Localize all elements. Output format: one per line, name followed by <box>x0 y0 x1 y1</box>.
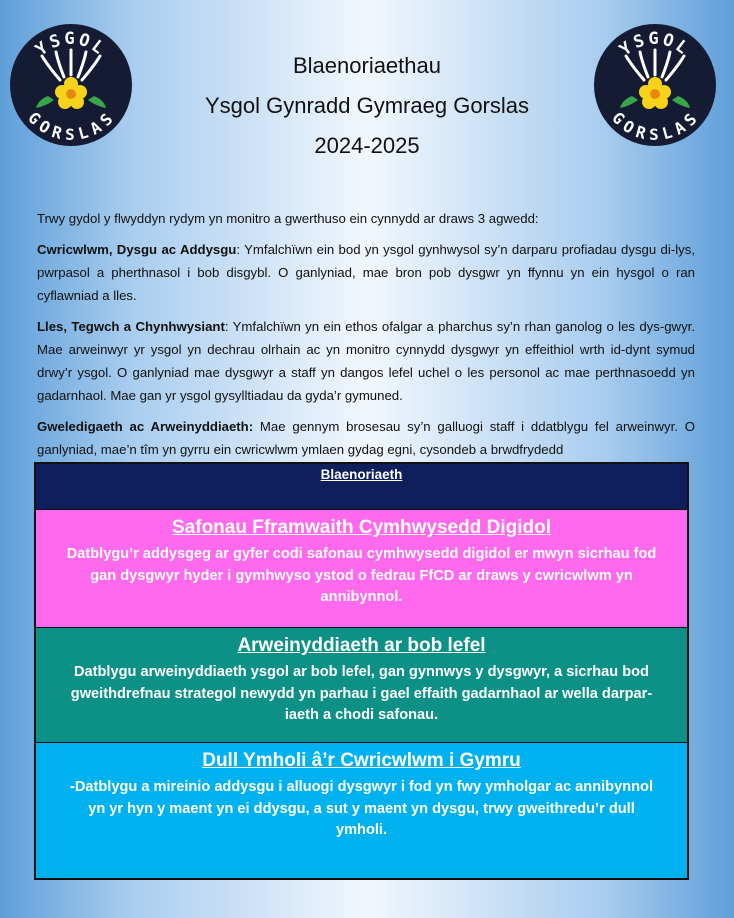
section-text: : Ymfalchïwn yn ein ethos ofalgar a pharchus sy’n rhan ganolog o les dys-gwyr. Mae arweinwyr yr ysgol yn dechrau olrhain ac yn monitro cynnydd dysgwyr yn effeithiol wrth id-dynt symud drwy’r ysgol. O ganlyniad mae dysgwyr a staff yn dangos lefel uchel o les personol ac mae perthnasoedd yn gadarnhaol. Mae gan yr ysgol gysylltiadau da gyda’r gymuned. <box>37 319 696 403</box>
document-header <box>160 46 574 166</box>
school-year: 2024-2025 <box>314 133 420 158</box>
logo-top-text: YSGOL <box>615 29 695 61</box>
priority-description: Datblygu’r addysgeg ar gyfer codi safonau cymhwysedd digidol er mwyn sicrhau fod gan dysgwyr hyder i gymhwyso ystod o fedrau FfCD ar draws y cwricwlwm yn annibynnol. <box>66 546 657 605</box>
school-name: Ysgol Gynradd Gymraeg Gorslas <box>204 93 530 118</box>
logo-bottom-text: GORSLAS <box>608 108 702 144</box>
section-heading: Cwricwlwm, Dysgu ac Addysgu <box>37 242 237 257</box>
table-row <box>36 510 687 628</box>
priority-title: Dull Ymholi â’r Cwricwlwm i Gymru <box>202 750 521 771</box>
intro-lead: Trwy gydol y flwyddyn rydym yn monitro a gwerthuso ein cynnydd ar draws 3 agwedd: <box>37 211 539 226</box>
intro-paragraph <box>37 315 695 407</box>
table-header-row <box>36 464 687 510</box>
school-logo-left <box>8 22 134 148</box>
priorities-table <box>34 462 689 880</box>
school-logo-icon <box>8 22 134 148</box>
logo-top-text: YSGOL <box>31 29 111 61</box>
priority-title: Arweinyddiaeth ar bob lefel <box>237 635 486 656</box>
section-heading: Lles, Tegwch a Chynhwysiant <box>37 319 225 334</box>
table-row <box>36 628 687 743</box>
document-title: Blaenoriaethau <box>292 53 441 78</box>
priority-description: -Datblygu a mireinio addysgu i alluogi dysgwyr i fod yn fwy ymholgar ac annibynnol yn yr hyn y maent yn ei ddysgu, a sut y maent yn dysgu, trwy gweithredu’r dull ymholi. <box>69 779 654 838</box>
section-text: : Ymfalchïwn ein bod yn ysgol gynhwysol sy’n darparu profiadau dysgu di-lys, pwrpasol a pherthnasol i bob disgybl. O ganlyniad, mae bron pob dysgwr yn ffynnu yn ein hysgol o ran cyflawniad a lles. <box>37 242 695 303</box>
table-header-label: Blaenoriaeth <box>320 467 403 482</box>
school-logo-icon <box>592 22 718 148</box>
intro-paragraph <box>37 415 695 461</box>
section-heading: Gweledigaeth ac Arweinyddiaeth: <box>37 419 254 434</box>
intro-section <box>37 207 695 469</box>
school-logo-right <box>592 22 718 148</box>
intro-paragraph <box>37 238 695 307</box>
priority-description: Datblygu arweinyddiaeth ysgol ar bob lefel, gan gynnwys y dysgwyr, a sicrhau bod gweithdrefnau strategol newydd yn parhau i gael effaith gadarnhaol ar wella darpar-iaeth a chodi safonau. <box>70 664 653 723</box>
table-row <box>36 743 687 878</box>
priority-title: Safonau Fframwaith Cymhwysedd Digidol <box>172 517 551 538</box>
section-text: Mae gennym brosesau sy’n galluogi staff i ddatblygu fel arweinwyr. O ganlyniad, mae’n tîm yn gyrru ein cwricwlwm ymlaen gydag egni, cysondeb a brwdfrydedd <box>37 419 696 457</box>
logo-bottom-text: GORSLAS <box>24 108 118 144</box>
